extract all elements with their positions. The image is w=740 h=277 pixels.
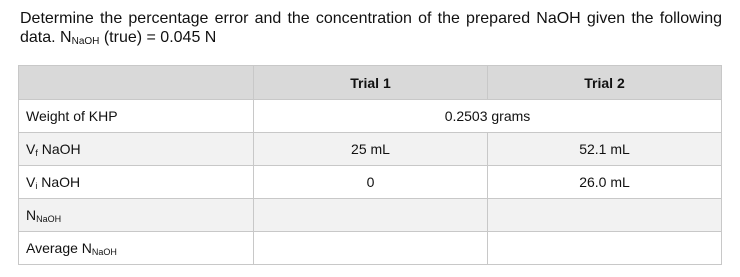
trial-1-cell[interactable] xyxy=(254,232,488,265)
question-n-subscript: NaOH xyxy=(71,36,100,47)
row-vf-naoh xyxy=(19,133,722,166)
label-subscript: NaOH xyxy=(91,247,117,257)
data-table xyxy=(18,65,722,265)
row-average-n-naoh xyxy=(19,232,722,265)
label-main: Average N xyxy=(26,240,92,256)
question-text xyxy=(20,9,722,47)
weight-khp-value: 0.2503 grams xyxy=(254,100,722,133)
label-subscript: f xyxy=(35,148,38,158)
trial-2-cell: 52.1 mL xyxy=(488,133,722,166)
label-subscript: i xyxy=(35,181,38,191)
row-n-naoh xyxy=(19,199,722,232)
trial-1-cell: 0 xyxy=(254,166,488,199)
label-rest: NaOH xyxy=(37,174,81,190)
row-label: Weight of KHP xyxy=(19,100,254,133)
row-weight-khp xyxy=(19,100,722,133)
label-subscript: NaOH xyxy=(36,214,62,224)
question-part2: (true) = 0.045 N xyxy=(99,29,217,46)
trial-1-cell[interactable] xyxy=(254,199,488,232)
header-blank xyxy=(19,66,254,100)
header-row xyxy=(19,66,722,100)
label-main: V xyxy=(26,174,36,190)
trial-1-cell: 25 mL xyxy=(254,133,488,166)
header-trial-2: Trial 2 xyxy=(488,66,722,100)
row-label xyxy=(19,232,254,265)
trial-2-cell[interactable] xyxy=(488,199,722,232)
row-label xyxy=(19,133,254,166)
row-label xyxy=(19,166,254,199)
label-rest: NaOH xyxy=(37,141,81,157)
label-main: V xyxy=(26,141,36,157)
header-trial-1: Trial 1 xyxy=(254,66,488,100)
row-vi-naoh xyxy=(19,166,722,199)
trial-2-cell: 26.0 mL xyxy=(488,166,722,199)
row-label xyxy=(19,199,254,232)
trial-2-cell[interactable] xyxy=(488,232,722,265)
question-part1: Determine the percentage error and the concentration of the prepared NaOH given the following data. N xyxy=(20,10,722,46)
label-main: N xyxy=(26,207,37,223)
